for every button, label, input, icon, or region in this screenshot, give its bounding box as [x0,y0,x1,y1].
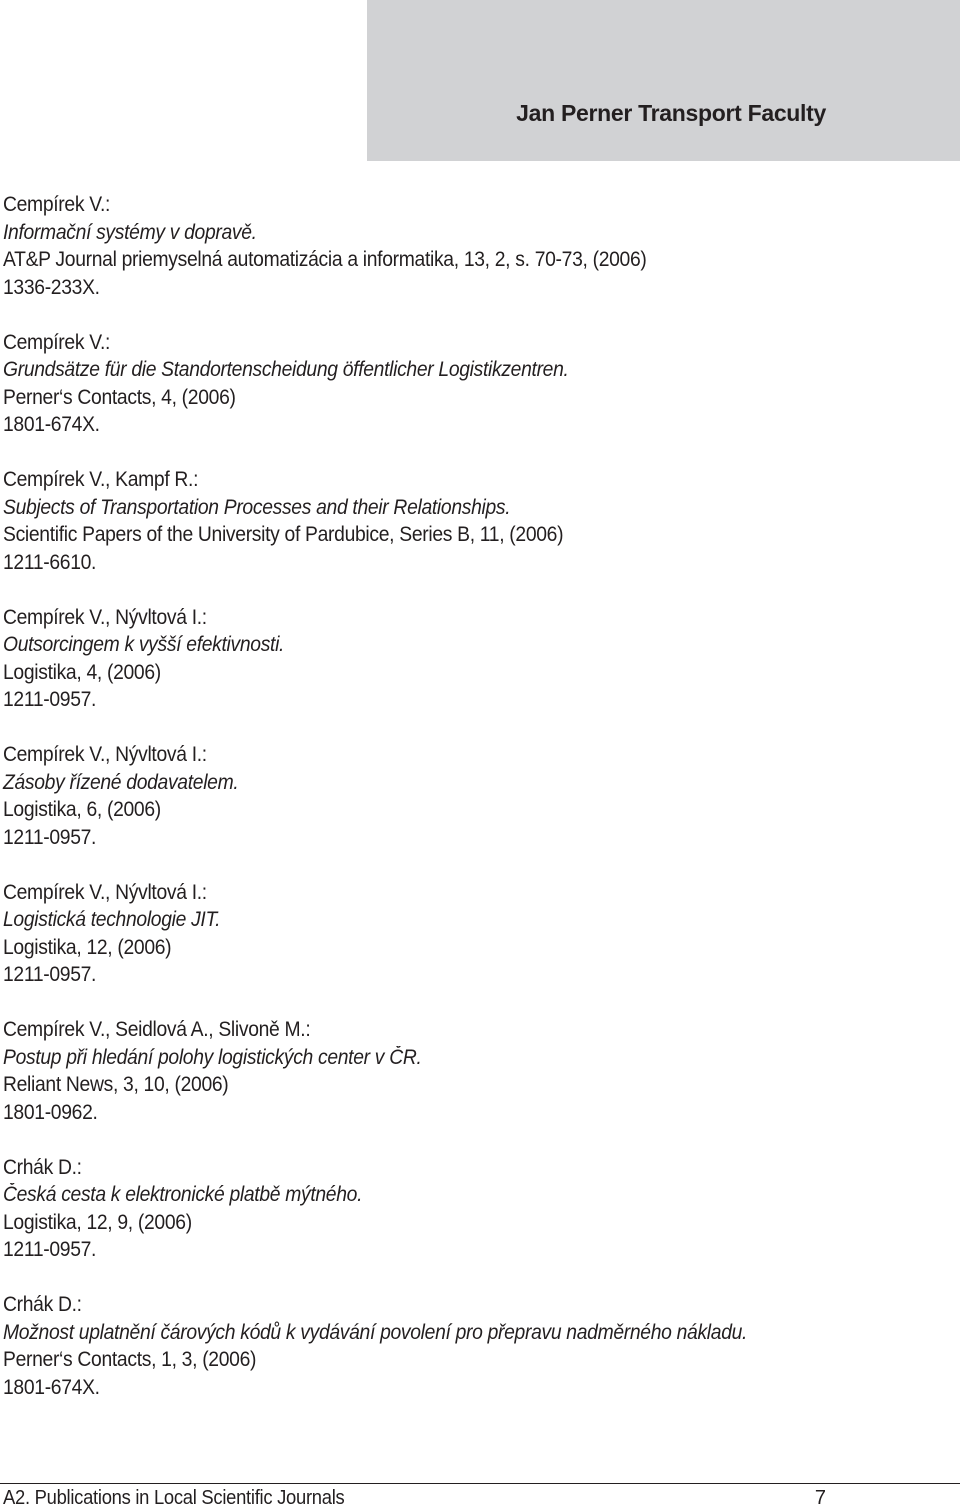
entry-authors: Cempírek V., Seidlová A., Slivoně M.: [3,1018,311,1041]
page-number: 7 [814,1487,826,1509]
header-box [367,0,960,161]
entry-issn: 1211-0957. [3,963,97,986]
publication-entry [3,1291,943,1401]
entry-authors: Cempírek V., Nývltová I.: [3,605,207,629]
entry-issn: 1801-674X. [3,1375,100,1399]
entry-authors: Cempírek V., Nývltová I.: [3,880,207,904]
publication-entry [3,879,943,989]
publication-entry [3,1016,943,1126]
publication-entry [3,329,943,439]
entry-title: Subjects of Transportation Processes and their Relationships. [3,495,511,519]
entry-issn: 1336-233X. [3,275,100,299]
entry-title: Zásoby řízené dodavatelem. [3,770,239,794]
entry-authors: Cempírek V.: [3,330,111,354]
entry-source: Logistika, 12, (2006) [3,935,172,959]
entry-authors: Cempírek V., Nývltová I.: [3,743,207,766]
entry-title: Česká cesta k elektronické platbě mýtného. [3,1183,363,1206]
entry-source: Logistika, 6, (2006) [3,798,161,821]
entry-issn: 1211-0957. [3,825,97,849]
entry-source: Perner‘s Contacts, 1, 3, (2006) [3,1348,257,1371]
publication-entry [3,741,943,851]
publication-entry [3,191,943,301]
publication-entry [3,604,943,714]
entry-source: Logistika, 12, 9, (2006) [3,1210,192,1234]
entry-source: Perner‘s Contacts, 4, (2006) [3,385,236,409]
header-title: Jan Perner Transport Faculty [516,100,826,126]
entry-authors: Cempírek V., Kampf R.: [3,468,199,491]
entry-title: Outsorcingem k vyšší efektivnosti. [3,633,285,656]
entry-source: AT&P Journal priemyselná automatizácia a informatika, 13, 2, s. 70-73, (2006) [3,248,647,271]
entry-title: Logistická technologie JIT. [3,908,221,931]
entry-issn: 1211-6610. [3,550,97,574]
entry-issn: 1801-0962. [3,1100,98,1124]
footer-divider [0,1483,960,1484]
entry-issn: 1801-674X. [3,413,100,436]
publication-entry [3,1154,943,1264]
entry-title: Informační systémy v dopravě. [3,220,257,244]
entry-source: Reliant News, 3, 10, (2006) [3,1073,229,1096]
entry-issn: 1211-0957. [3,1238,97,1261]
entry-issn: 1211-0957. [3,688,97,711]
entry-source: Scientific Papers of the University of Pardubice, Series B, 11, (2006) [3,523,564,546]
publication-entry [3,466,943,576]
entry-source: Logistika, 4, (2006) [3,660,161,684]
entry-title: Postup při hledání polohy logistických center v ČR. [3,1045,422,1069]
entry-title: Možnost uplatnění čárových kódů k vydávání povolení pro přepravu nadměrného nákladu. [3,1320,748,1344]
entry-authors: Crhák D.: [3,1155,82,1179]
entry-authors: Crhák D.: [3,1293,82,1316]
entry-title: Grundsätze für die Standortenscheidung öffentlicher Logistikzentren. [3,358,569,381]
publication-list [3,191,943,1429]
footer-section-title: A2. Publications in Local Scientific Journals [3,1487,345,1509]
entry-authors: Cempírek V.: [3,193,111,216]
